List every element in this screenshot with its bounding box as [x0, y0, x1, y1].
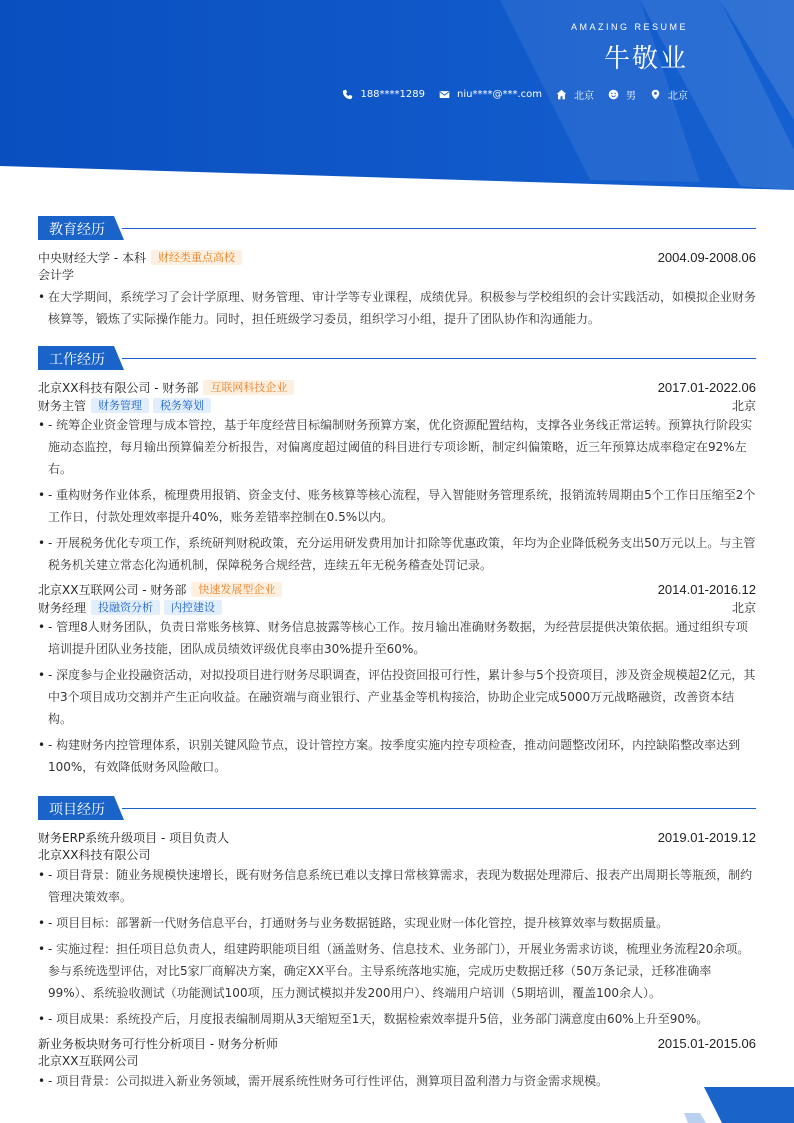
list-item: • - 项目背景：随业务规模快速增长，既有财务信息系统已难以支撑日常核算需求，表现为数据处理滞后、报表产出周期长等瓶颈，制约管理决策效率。	[38, 864, 756, 908]
school-tag: 财经类重点高校	[151, 250, 242, 265]
job-entry	[38, 378, 756, 576]
section-title: 教育经历	[49, 222, 105, 238]
major: 会计学	[38, 268, 75, 282]
project-bullets	[38, 864, 756, 1030]
location-icon	[650, 89, 661, 100]
list-item: • - 项目背景：公司拟进入新业务领域，需开展系统性财务可行性评估，测算项目盈利潜力与资金需求规模。	[38, 1070, 756, 1092]
section-title: 项目经历	[49, 802, 105, 818]
job-company-row	[38, 580, 756, 598]
project-title-row	[38, 1034, 756, 1052]
phone-icon	[342, 89, 353, 100]
education-date: 2004.09-2008.06	[657, 249, 756, 265]
section-header	[38, 796, 756, 822]
list-item: • - 管理8人财务团队，负责日常账务核算、财务信息披露等核心工作。按月输出准确财务数据，为经营层提供决策依据。通过组织专项培训提升团队业务技能，团队成员绩效评级优良率由30%提升至60%。	[38, 616, 756, 660]
job-date: 2014.01-2016.12	[657, 581, 756, 597]
role-tag: 投融资分析	[91, 600, 160, 615]
section-header	[38, 346, 756, 372]
job-role: 财务经理	[38, 600, 87, 615]
mail-icon	[439, 89, 450, 100]
project-name: 财务ERP系统升级项目 - 项目负责人	[38, 830, 230, 845]
project-entry	[38, 828, 756, 1030]
job-city: 北京	[731, 600, 756, 615]
list-item: • - 开展税务优化专项工作，系统研判财税政策，充分运用研发费用加计扣除等优惠政策，年均为企业降低税务支出50万元以上。与主管税务机关建立常态化沟通机制，保障税务合规经营，连续五年无税务稽查处罚记录。	[38, 532, 756, 576]
job-role-row	[38, 598, 756, 616]
list-item: • - 构建财务内控管理体系，识别关键风险节点，设计管控方案。按季度实施内控专项检查，推动问题整改闭环，内控缺陷整改率达到100%，有效降低财务风险敞口。	[38, 734, 756, 778]
project-section	[38, 796, 756, 1096]
section-title: 工作经历	[49, 352, 105, 368]
project-entry	[38, 1034, 756, 1092]
job-bullets	[38, 414, 756, 576]
email-text: niu****@***.com	[457, 89, 542, 100]
job-role-row	[38, 396, 756, 414]
location-text: 北京	[668, 91, 688, 102]
contact-phone	[342, 89, 425, 100]
education-row	[38, 248, 756, 266]
role-tag: 税务筹划	[153, 398, 211, 413]
education-bullets	[38, 286, 756, 330]
contact-location	[650, 87, 688, 102]
list-item: • - 实施过程：担任项目总负责人，组建跨职能项目组（涵盖财务、信息技术、业务部门），开展业务需求访谈，梳理业务流程20余项。参与系统选型评估，对比5家厂商解决方案，确定XX平台。主导系统落地实施，完成历史数据迁移（50万条记录，迁移准确率99%）、系统验收测试（功能测试100项，压力测试模拟并发200用户）、终端用户培训（5期培训，覆盖100余人）。	[38, 938, 756, 1004]
phone-text: 188****1289	[360, 89, 425, 100]
list-item: • - 重构财务作业体系，梳理费用报销、资金支付、账务核算等核心流程，导入智能财务管理系统，报销流转周期由5个工作日压缩至2个工作日，付款处理效率提升40%，账务差错率控制在0.5%以内。	[38, 484, 756, 528]
education-section	[38, 216, 756, 334]
company-tag: 互联网科技企业	[203, 380, 294, 395]
job-date: 2017.01-2022.06	[657, 379, 756, 395]
contact-gender	[608, 87, 636, 102]
home-icon	[556, 89, 567, 100]
section-divider	[122, 358, 756, 359]
contact-bar	[328, 87, 688, 102]
project-name: 新业务板块财务可行性分析项目 - 财务分析师	[38, 1036, 278, 1051]
project-title-row	[38, 828, 756, 846]
list-item: • - 深度参与企业投融资活动，对拟投项目进行财务尽职调查，评估投资回报可行性，累计参与5个投资项目，涉及资金规模超2亿元，其中3个项目成功交割并产生正向收益。在融资端与商业银行、产业基金等机构接洽，协助企业完成5000万元战略融资，改善资本结构。	[38, 664, 756, 730]
section-divider	[122, 808, 756, 809]
list-item: • - 项目目标：部署新一代财务信息平台，打通财务与业务数据链路，实现业财一体化管控，提升核算效率与数据质量。	[38, 912, 756, 934]
job-entry	[38, 580, 756, 778]
job-role: 财务主管	[38, 398, 87, 413]
school-name: 中央财经大学 - 本科	[38, 250, 146, 265]
gender-icon	[608, 89, 619, 100]
home-text: 北京	[574, 91, 594, 102]
list-item: • 在大学期间，系统学习了会计学原理、财务管理、审计学等专业课程，成绩优异。积极参与学校组织的会计实践活动，如模拟企业财务核算等，锻炼了实际操作能力。同时，担任班级学习委员，组织学习小组，提升了团队协作和沟通能力。	[38, 286, 756, 330]
contact-home	[556, 87, 594, 102]
corner-decoration	[684, 1087, 794, 1123]
section-header	[38, 216, 756, 242]
brand-label: AMAZING RESUME	[570, 22, 688, 32]
project-org: 北京XX互联网公司	[38, 1054, 139, 1068]
list-item: • - 统筹企业资金管理与成本管控，基于年度经营目标编制财务预算方案，优化资源配置结构，支撑各业务线正常运转。预算执行阶段实施动态监控，每月输出预算偏差分析报告，对偏离度超过阈值的科目进行专项诊断，制定纠偏策略，近三年预算达成率稳定在92%左右。	[38, 414, 756, 480]
job-bullets	[38, 616, 756, 778]
contact-email	[439, 89, 542, 100]
company-name: 北京XX科技有限公司 - 财务部	[38, 380, 199, 395]
project-org: 北京XX科技有限公司	[38, 848, 151, 862]
company-name: 北京XX互联网公司 - 财务部	[38, 582, 187, 597]
project-date: 2019.01-2019.12	[657, 829, 756, 845]
project-bullets	[38, 1070, 756, 1092]
role-tag: 内控建设	[164, 600, 222, 615]
work-section	[38, 346, 756, 782]
candidate-name: 牛敬业	[603, 44, 688, 74]
gender-text: 男	[626, 91, 636, 102]
section-divider	[122, 228, 756, 229]
list-item: • - 项目成果：系统投产后，月度报表编制周期从3天缩短至1天，数据检索效率提升5倍，业务部门满意度由60%上升至90%。	[38, 1008, 756, 1030]
job-company-row	[38, 378, 756, 396]
project-date: 2015.01-2015.06	[657, 1035, 756, 1051]
role-tag: 财务管理	[91, 398, 149, 413]
company-tag: 快速发展型企业	[191, 582, 282, 597]
job-city: 北京	[731, 398, 756, 413]
